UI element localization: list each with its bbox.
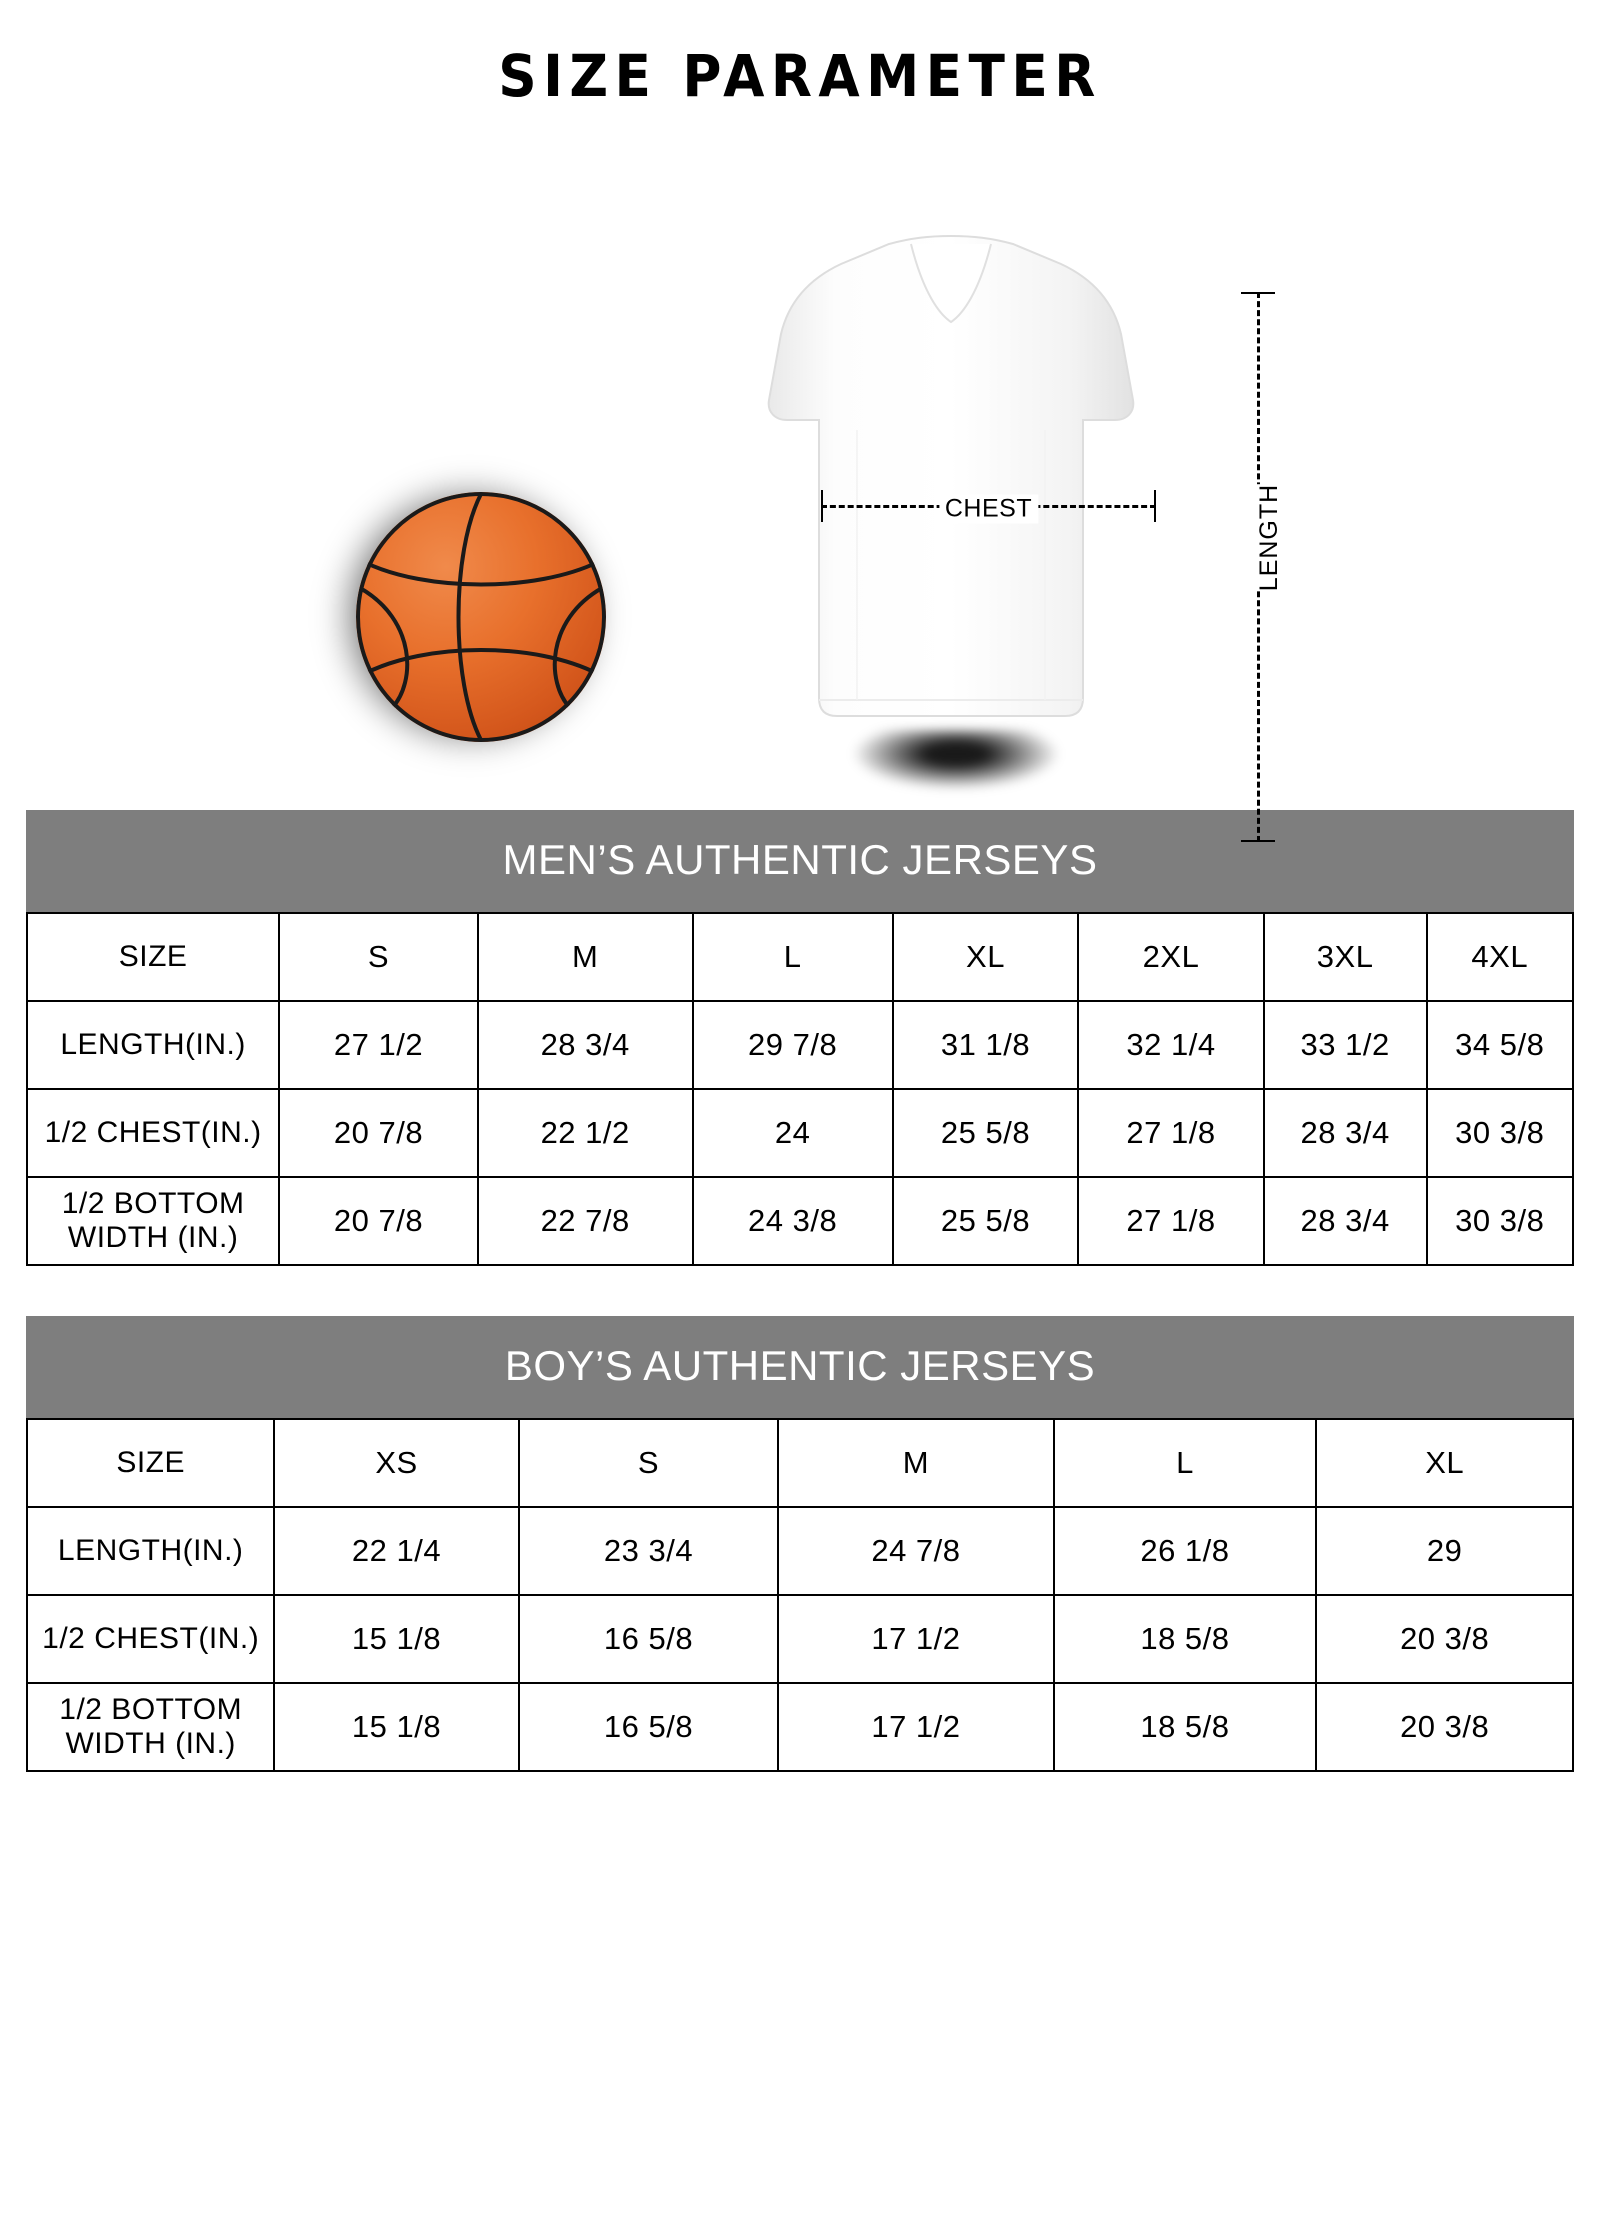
boys-col-m: M: [778, 1419, 1053, 1507]
boys-bottom-label-line1: 1/2 BOTTOM: [59, 1693, 243, 1727]
boys-chest-xs: 15 1/8: [274, 1595, 518, 1683]
boys-chest-xl: 20 3/8: [1316, 1595, 1573, 1683]
mens-table-header: MEN’S AUTHENTIC JERSEYS: [26, 810, 1574, 912]
mens-chest-m: 22 1/2: [478, 1089, 693, 1177]
jersey-shadow: [851, 730, 1061, 790]
boys-length-xl: 29: [1316, 1507, 1573, 1595]
boys-length-s: 23 3/4: [519, 1507, 779, 1595]
mens-bottom-label-line1: 1/2 BOTTOM: [61, 1187, 245, 1221]
table-spacer: [26, 1266, 1574, 1306]
boys-length-xs: 22 1/4: [274, 1507, 518, 1595]
boys-row-label-bottom-width: [27, 1683, 274, 1771]
boys-size-table: [26, 1418, 1574, 1772]
page-title: SIZE PARAMETER: [498, 42, 1102, 110]
table-row: [27, 1177, 1573, 1265]
mens-length-xl: 31 1/8: [893, 1001, 1079, 1089]
mens-bottom-l: 24 3/8: [693, 1177, 893, 1265]
table-row: [27, 1683, 1573, 1771]
mens-chest-2xl: 27 1/8: [1078, 1089, 1264, 1177]
boys-table-header: BOY’S AUTHENTIC JERSEYS: [26, 1316, 1574, 1418]
boys-bottom-xs: 15 1/8: [274, 1683, 518, 1771]
mens-bottom-4xl: 30 3/8: [1427, 1177, 1574, 1265]
mens-table-block: [26, 810, 1574, 1266]
basketball-ball: [356, 492, 606, 742]
mens-row-label-bottom-width: [27, 1177, 279, 1265]
mens-chest-3xl: 28 3/4: [1264, 1089, 1427, 1177]
boys-bottom-xl: 20 3/8: [1316, 1683, 1573, 1771]
mens-bottom-m: 22 7/8: [478, 1177, 693, 1265]
mens-col-2xl: 2XL: [1078, 913, 1264, 1001]
mens-bottom-3xl: 28 3/4: [1264, 1177, 1427, 1265]
boys-bottom-m: 17 1/2: [778, 1683, 1053, 1771]
boys-chest-l: 18 5/8: [1054, 1595, 1317, 1683]
mens-length-3xl: 33 1/2: [1264, 1001, 1427, 1089]
chest-label: CHEST: [939, 495, 1038, 524]
mens-col-3xl: 3XL: [1264, 913, 1427, 1001]
length-label: LENGTH: [1252, 484, 1287, 591]
mens-col-l: L: [693, 913, 893, 1001]
boys-col-xs: XS: [274, 1419, 518, 1507]
mens-col-m: M: [478, 913, 693, 1001]
table-row: [27, 1001, 1573, 1089]
mens-chest-l: 24: [693, 1089, 893, 1177]
boys-bottom-label-line2: WIDTH (IN.): [65, 1727, 236, 1760]
mens-row-label-chest: 1/2 CHEST(IN.): [27, 1089, 279, 1177]
basketball-icon: [326, 470, 616, 760]
mens-chest-4xl: 30 3/8: [1427, 1089, 1574, 1177]
chest-dimension-line: [821, 494, 1156, 523]
mens-length-m: 28 3/4: [478, 1001, 693, 1089]
mens-size-table: [26, 912, 1574, 1266]
boys-length-m: 24 7/8: [778, 1507, 1053, 1595]
mens-bottom-xl: 25 5/8: [893, 1177, 1079, 1265]
boys-length-l: 26 1/8: [1054, 1507, 1317, 1595]
mens-col-4xl: 4XL: [1427, 913, 1574, 1001]
mens-bottom-label-line2: WIDTH (IN.): [67, 1221, 239, 1254]
table-row: [27, 1595, 1573, 1683]
basketball-lines: [356, 492, 606, 742]
mens-col-size: SIZE: [27, 913, 279, 1001]
boys-col-s: S: [519, 1419, 779, 1507]
mens-length-2xl: 32 1/4: [1078, 1001, 1264, 1089]
boys-row-label-length: LENGTH(IN.): [27, 1507, 274, 1595]
mens-length-s: 27 1/2: [279, 1001, 478, 1089]
illustration-area: [26, 110, 1574, 800]
boys-chest-m: 17 1/2: [778, 1595, 1053, 1683]
mens-chest-s: 20 7/8: [279, 1089, 478, 1177]
boys-row-label-chest: 1/2 CHEST(IN.): [27, 1595, 274, 1683]
boys-table-block: [26, 1316, 1574, 1772]
table-row: [27, 1507, 1573, 1595]
mens-row-label-length: LENGTH(IN.): [27, 1001, 279, 1089]
jersey-icon: [761, 230, 1141, 830]
mens-bottom-2xl: 27 1/8: [1078, 1177, 1264, 1265]
mens-chest-xl: 25 5/8: [893, 1089, 1079, 1177]
boys-bottom-l: 18 5/8: [1054, 1683, 1317, 1771]
mens-length-4xl: 34 5/8: [1427, 1001, 1574, 1089]
mens-col-xl: XL: [893, 913, 1079, 1001]
table-row: [27, 1089, 1573, 1177]
mens-col-s: S: [279, 913, 478, 1001]
table-row: [27, 913, 1573, 1001]
boys-bottom-s: 16 5/8: [519, 1683, 779, 1771]
mens-length-l: 29 7/8: [693, 1001, 893, 1089]
boys-col-size: SIZE: [27, 1419, 274, 1507]
boys-chest-s: 16 5/8: [519, 1595, 779, 1683]
mens-bottom-s: 20 7/8: [279, 1177, 478, 1265]
boys-col-xl: XL: [1316, 1419, 1573, 1507]
boys-col-l: L: [1054, 1419, 1317, 1507]
table-row: [27, 1419, 1573, 1507]
